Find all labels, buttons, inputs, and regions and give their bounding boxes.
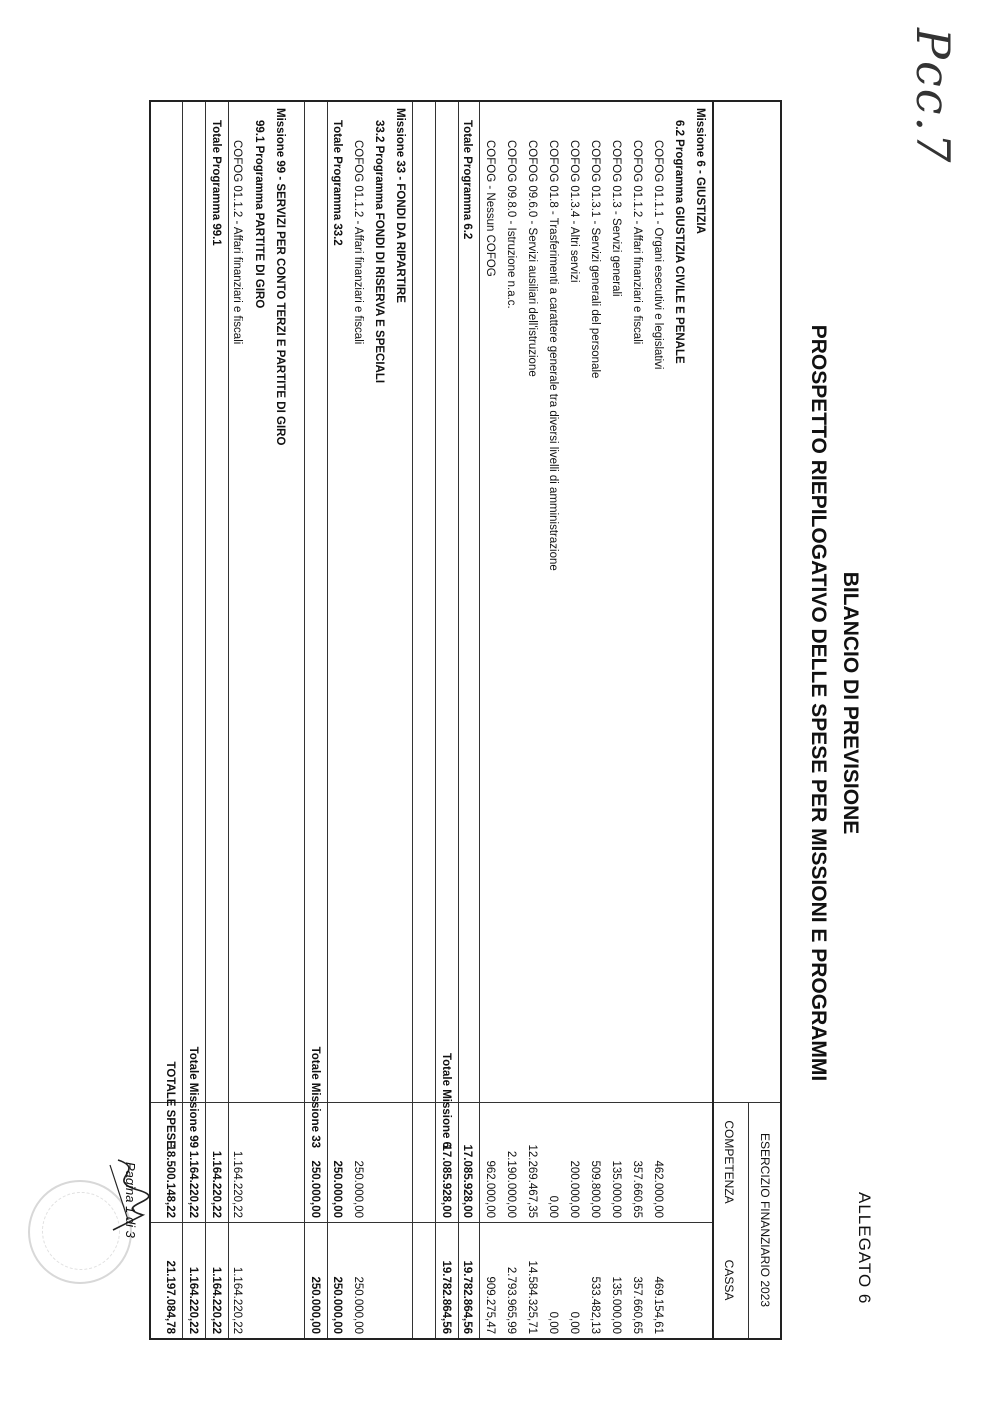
cassa-value: 1.164.220,22 [210,1266,222,1334]
row-label: Missione 33 - FONDI DA RIPARTIRE [394,108,406,303]
header-esercizio: ESERCIZIO FINANZIARIO 2023 [758,1132,772,1308]
row-label: Totale Programma 99.1 [210,120,222,246]
competenza-value: 0,00 [547,1195,559,1218]
row-label: 33.2 Programma FONDI DI RISERVA E SPECIALI [373,120,385,384]
row-label: COFOG 01.8 - Trasferimenti a carattere generale tra diversi livelli di amministrazione [547,140,559,571]
row-total-label: TOTALE SPESE [164,1061,176,1148]
row-label: COFOG 09.6.0 - Servizi ausiliari dell'istruzione [526,140,538,377]
header-cassa: CASSA [722,1259,736,1301]
competenza-value: 462.000,00 [652,1160,664,1218]
handwritten-mark: Pcc.7 [906,28,960,165]
header-competenza: COMPETENZA [722,1120,736,1204]
page-subtitle: PROSPETTO RIEPILOGATIVO DELLE SPESE PER MISSIONI E PROGRAMMI [807,324,830,1082]
cassa-value: 250.000,00 [352,1276,364,1334]
row-label: COFOG 01.3 - Servizi generali [610,140,622,297]
competenza-value: 250.000,00 [352,1160,364,1218]
page-number: Pagina 1 di 3 [123,1162,138,1238]
competenza-value: 962.000,00 [484,1160,496,1218]
cassa-value: 19.782.864,56 [461,1260,473,1334]
competenza-value: 17.085.928,00 [440,1144,452,1218]
cassa-value: 357.660,65 [631,1276,643,1334]
budget-table [149,100,782,1340]
header-bottom-line [712,102,714,1338]
row-label: COFOG 09.8.0 - Istruzione n.a.c. [505,140,517,309]
competenza-value: 509.800,00 [589,1160,601,1218]
competenza-value: 18.500.148,22 [164,1144,176,1218]
row-label: Totale Programma 6.2 [461,120,473,240]
competenza-value: 1.164.220,22 [231,1150,243,1218]
row-divider [412,102,413,1338]
row-label: 6.2 Programma GIUSTIZIA CIVILE E PENALE [673,120,685,364]
header-sub-divider [748,1102,749,1338]
row-label: COFOG - Nessun COFOG [484,140,496,277]
competenza-value: 250.000,00 [309,1160,321,1218]
cassa-value: 533.482,13 [589,1276,601,1334]
row-label: COFOG 01.1.2 - Affari finanziari e fiscali [231,140,243,345]
competenza-value: 2.190.000,00 [505,1150,517,1218]
row-total-label: Totale Missione 99 [187,1046,199,1148]
cassa-value: 135.000,00 [610,1276,622,1334]
competenza-value: 135.000,00 [610,1160,622,1218]
row-label: COFOG 01.1.1 - Organi esecutivi e legislativi [652,140,664,370]
row-label: Missione 6 - GIUSTIZIA [694,108,706,234]
row-total-label: Totale Missione 6 [440,1052,452,1148]
row-label: Missione 99 - SERVIZI PER CONTO TERZI E PARTITE DI GIRO [274,108,286,446]
competenza-value: 357.660,65 [631,1160,643,1218]
row-label: COFOG 01.1.2 - Affari finanziari e fiscali [631,140,643,345]
cassa-value: 19.782.864,56 [440,1260,452,1334]
competenza-value: 200.000,00 [568,1160,580,1218]
row-label: COFOG 01.3.1 - Servizi generali del personale [589,140,601,379]
cassa-value: 1.164.220,22 [187,1266,199,1334]
competenza-value: 250.000,00 [331,1160,343,1218]
page-title: BILANCIO DI PREVISIONE [839,571,862,835]
cassa-value: 0,00 [547,1311,559,1334]
cassa-value: 0,00 [568,1311,580,1334]
row-label: COFOG 01.1.2 - Affari finanziari e fiscali [352,140,364,345]
cassa-value: 469.154,61 [652,1276,664,1334]
cassa-value: 2.793.965,99 [505,1266,517,1334]
row-label: COFOG 01.3.4 - Altri servizi [568,140,580,283]
competenza-value: 1.164.220,22 [210,1150,222,1218]
competenza-value: 12.269.467,35 [526,1144,538,1218]
competenza-value: 1.164.220,22 [187,1150,199,1218]
cassa-value: 1.164.220,22 [231,1266,243,1334]
competenza-value: 17.085.928,00 [461,1144,473,1218]
cassa-value: 909.275,47 [484,1276,496,1334]
allegato-label: ALLEGATO 6 [855,1192,874,1305]
row-label: 99.1 Programma PARTITE DI GIRO [253,120,265,309]
cassa-value: 14.584.325,71 [526,1260,538,1334]
cassa-value: 250.000,00 [309,1276,321,1334]
cassa-value: 21.197.084,78 [164,1260,176,1334]
row-label: Totale Programma 33.2 [331,120,343,246]
cassa-value: 250.000,00 [331,1276,343,1334]
row-total-label: Totale Missione 33 [309,1046,321,1148]
